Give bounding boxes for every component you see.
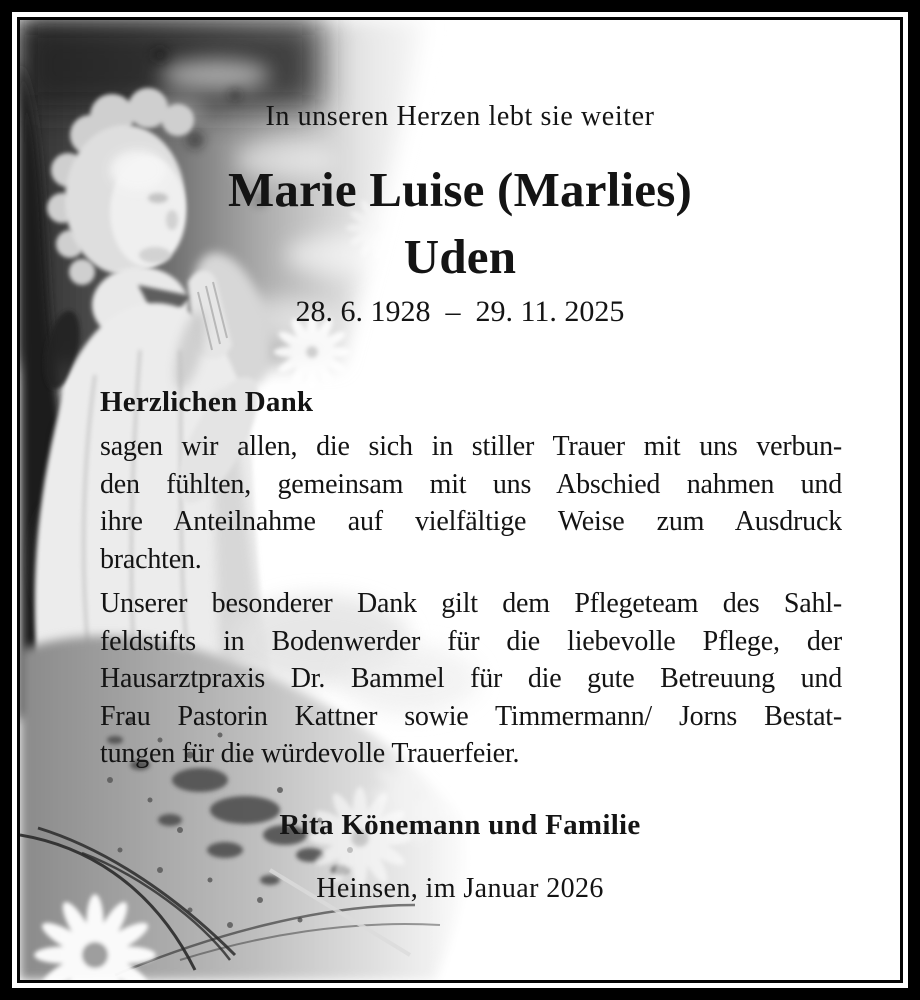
frame-white-gap — [12, 12, 908, 988]
inner-border-frame — [17, 17, 903, 983]
text-line: Frau Pastorin Kattner sowie Timmermann/ Jorns Bestat- — [100, 700, 842, 732]
text-line: sagen wir allen, die sich in stiller Trauer mit uns verbun- — [100, 431, 842, 462]
family-signature: Rita Könemann und Familie — [279, 809, 641, 841]
epigraph: In unseren Herzen lebt sie weiter — [265, 101, 655, 132]
text-line: den fühlten, gemeinsam mit uns Abschied nahmen und — [100, 468, 842, 500]
text-line: brachten. — [100, 543, 202, 575]
text-line: ihre Anteilnahme auf vielfältige Weise zum Ausdruck — [100, 506, 842, 537]
life-dates: 28. 6. 1928 – 29. 11. 2025 — [295, 295, 625, 328]
thanks-paragraph-2 — [100, 585, 842, 773]
text-line: tungen für die würdevolle Trauerfeier. — [100, 738, 520, 769]
deceased-name — [20, 156, 900, 290]
thanks-heading: Herzlichen Dank — [100, 386, 314, 418]
text-line: Marie Luise (Marlies) — [227, 162, 693, 217]
place-and-date: Heinsen, im Januar 2026 — [316, 873, 604, 904]
thanks-paragraph-1 — [100, 428, 842, 578]
text-line: Unserer besonderer Dank gilt dem Pflegeteam des Sahl- — [100, 588, 842, 619]
text-line: Hausarztpraxis Dr. Bammel für die gute Betreuung und — [100, 663, 842, 694]
text-line: Uden — [403, 229, 517, 284]
text-line: feldstifts in Bodenwerder für die liebevolle Pflege, der — [100, 625, 842, 657]
